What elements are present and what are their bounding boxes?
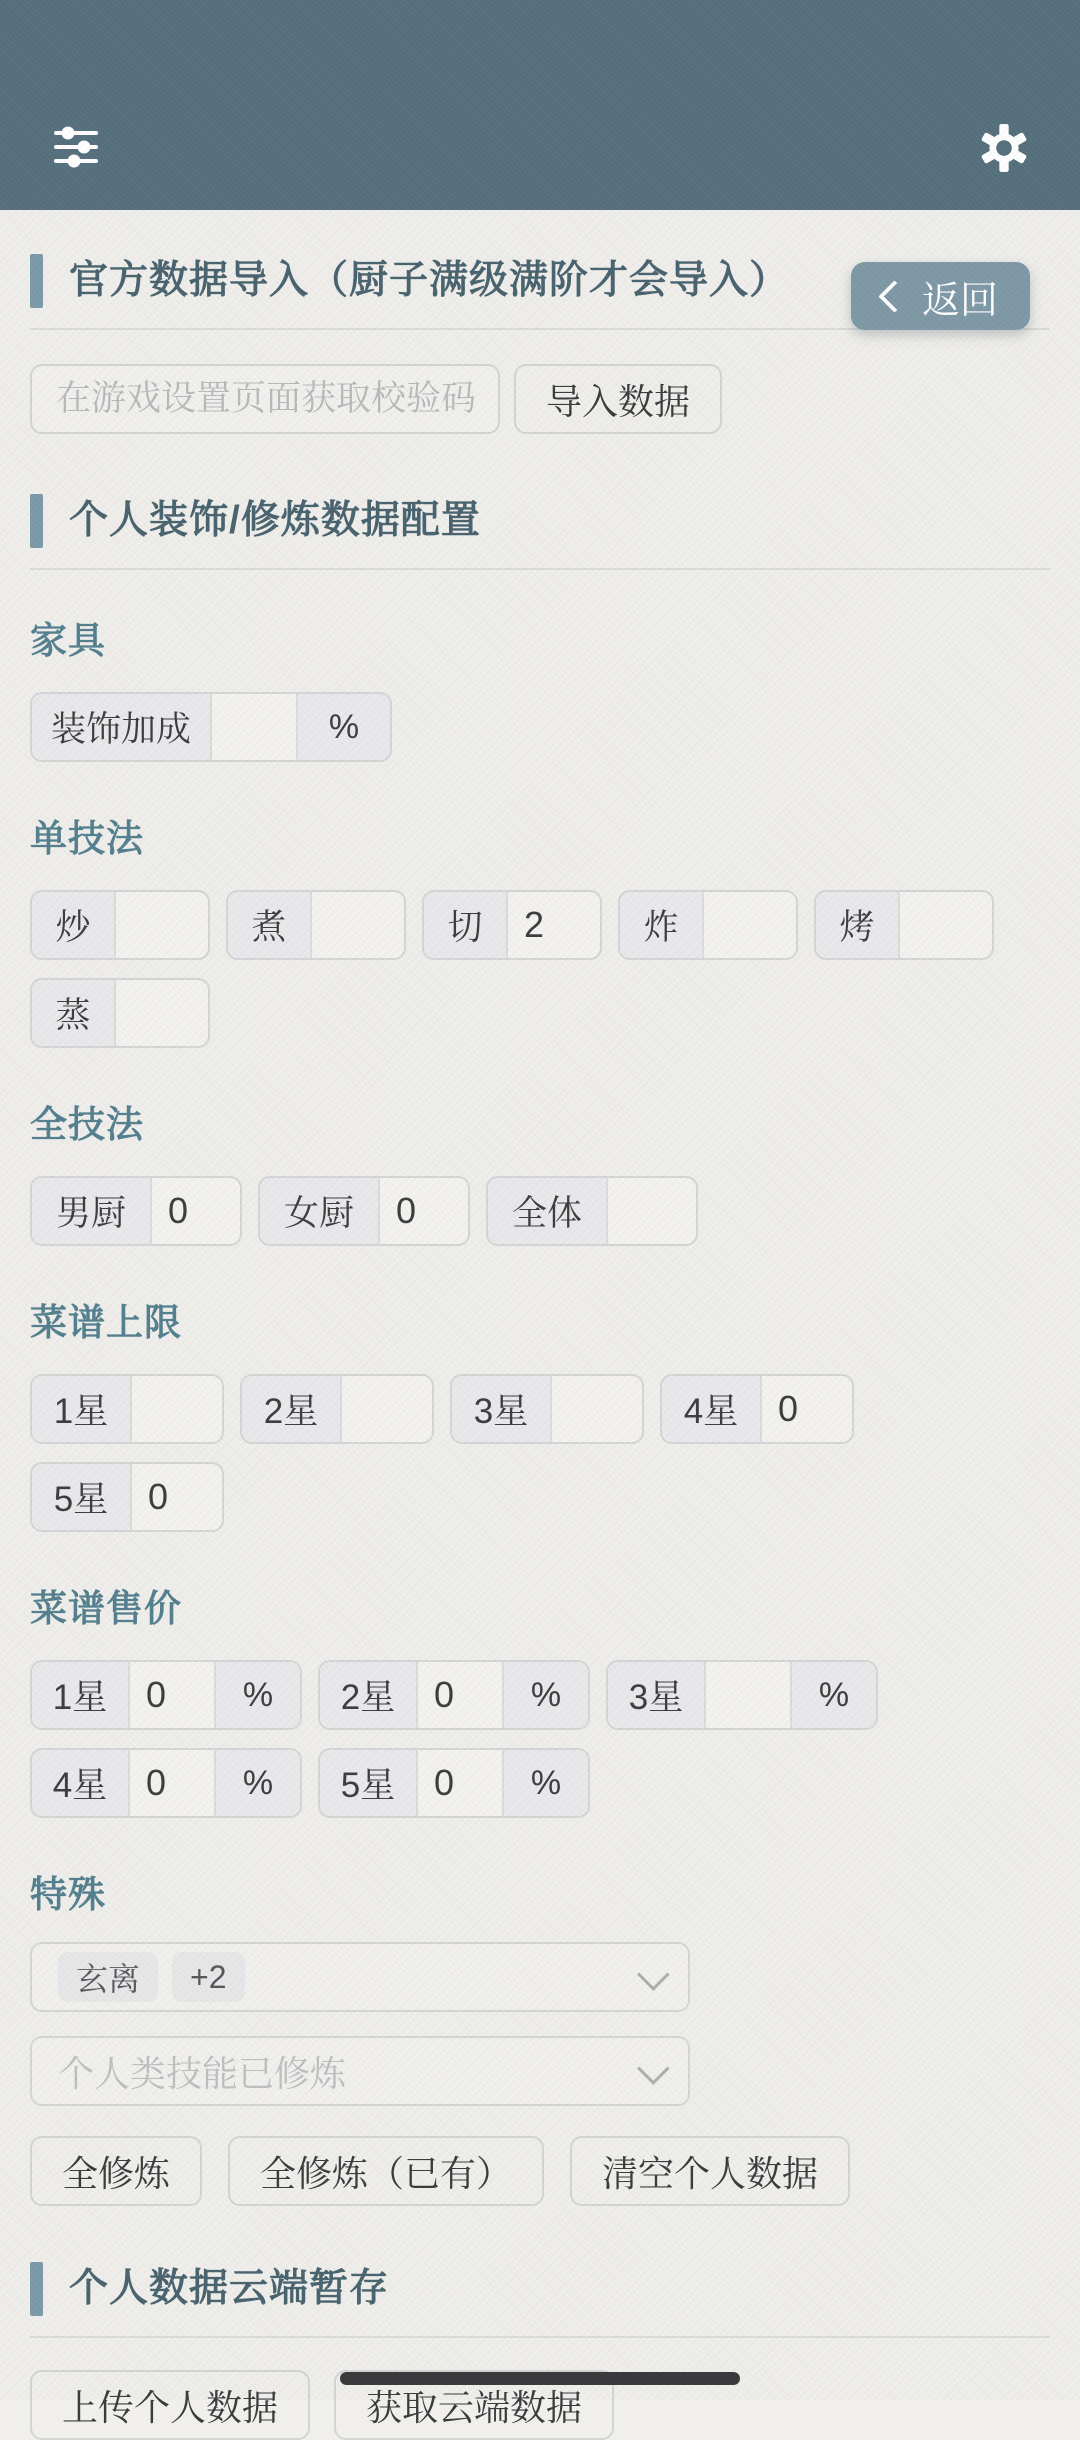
chevron-down-icon — [637, 2052, 670, 2085]
app-header — [0, 0, 1080, 210]
back-button-label: 返回 — [921, 279, 998, 322]
verify-code-input[interactable] — [30, 364, 500, 434]
select-placeholder: 个人类技能已修炼 — [58, 2052, 347, 2094]
import-data-button[interactable]: 导入数据 — [514, 364, 722, 434]
section-divider — [30, 568, 1050, 570]
section-personal-config-title: 个人装饰/修炼数据配置 — [69, 499, 481, 542]
percent-suffix: % — [790, 1662, 876, 1728]
field-prefix: 5星 — [32, 1464, 132, 1530]
price-3star-input[interactable] — [706, 1662, 790, 1728]
cap-2star-field — [240, 1374, 434, 1444]
cap-4star-input[interactable] — [762, 1376, 852, 1442]
upload-personal-data-button[interactable]: 上传个人数据 — [30, 2370, 310, 2440]
section-divider — [30, 2336, 1050, 2338]
gear-icon — [979, 123, 1029, 173]
price-1star-field — [30, 1660, 302, 1730]
fetch-cloud-data-button[interactable]: 获取云端数据 — [334, 2370, 614, 2440]
home-indicator[interactable] — [340, 2372, 740, 2385]
recipe-price-label: 菜谱售价 — [30, 1588, 182, 1629]
special-label: 特殊 — [30, 1874, 106, 1915]
percent-suffix: % — [502, 1662, 588, 1728]
field-prefix: 全体 — [488, 1178, 608, 1244]
female-chef-field — [258, 1176, 470, 1246]
section-accent-bar — [30, 2262, 43, 2316]
skill-cut-input[interactable] — [508, 892, 600, 958]
skill-fry-field — [618, 890, 798, 960]
field-prefix: 4星 — [32, 1750, 130, 1816]
field-prefix: 女厨 — [260, 1178, 380, 1244]
verify-code-row — [30, 364, 1050, 434]
field-prefix: 男厨 — [32, 1178, 152, 1244]
settings-button[interactable] — [978, 122, 1030, 174]
female-chef-input[interactable] — [380, 1178, 468, 1244]
decoration-bonus-input[interactable] — [212, 694, 296, 760]
percent-suffix: % — [214, 1750, 300, 1816]
field-prefix: 4星 — [662, 1376, 762, 1442]
field-prefix: 炒 — [32, 892, 116, 958]
section-official-import-title: 官方数据导入（厨子满级满阶才会导入） — [69, 259, 790, 302]
sliders-icon — [53, 126, 99, 170]
percent-suffix: % — [214, 1662, 300, 1728]
train-all-owned-button[interactable]: 全修炼（已有） — [228, 2136, 544, 2206]
skill-stirfry-field — [30, 890, 210, 960]
cap-1star-field — [30, 1374, 224, 1444]
special-chef-select[interactable] — [30, 1942, 690, 2012]
recipe-cap-label: 菜谱上限 — [30, 1302, 182, 1343]
price-3star-field — [606, 1660, 878, 1730]
field-prefix: 切 — [424, 892, 508, 958]
cap-5star-input[interactable] — [132, 1464, 222, 1530]
skill-roast-input[interactable] — [900, 892, 992, 958]
field-prefix: 炸 — [620, 892, 704, 958]
back-button[interactable] — [851, 262, 1030, 330]
percent-suffix: % — [502, 1750, 588, 1816]
section-cloud-title: 个人数据云端暂存 — [69, 2267, 390, 2310]
price-1star-input[interactable] — [130, 1662, 214, 1728]
chevron-left-icon — [878, 280, 911, 313]
filters-menu-button[interactable] — [50, 122, 102, 174]
skill-roast-field — [814, 890, 994, 960]
chevron-down-icon — [637, 1958, 670, 1991]
train-all-button[interactable]: 全修炼 — [30, 2136, 202, 2206]
percent-suffix: % — [296, 694, 390, 760]
male-chef-field — [30, 1176, 242, 1246]
more-tags-count-chip[interactable]: +2 — [172, 1952, 244, 2002]
price-2star-input[interactable] — [418, 1662, 502, 1728]
field-prefix: 1星 — [32, 1376, 132, 1442]
section-accent-bar — [30, 254, 43, 308]
clear-personal-data-button[interactable]: 清空个人数据 — [570, 2136, 850, 2206]
section-accent-bar — [30, 494, 43, 548]
price-4star-field — [30, 1748, 302, 1818]
personal-skill-select[interactable] — [30, 2036, 690, 2106]
cap-4star-field — [660, 1374, 854, 1444]
recipe-cap-row — [30, 1374, 1050, 1532]
skill-steam-input[interactable] — [116, 980, 208, 1046]
field-prefix: 3星 — [608, 1662, 706, 1728]
section-cloud-header — [30, 2260, 1050, 2318]
skill-boil-field — [226, 890, 406, 960]
single-skills-row — [30, 890, 1050, 1048]
cap-5star-field — [30, 1462, 224, 1532]
main-content — [0, 252, 1080, 2440]
field-prefix: 3星 — [452, 1376, 552, 1442]
field-prefix: 5星 — [320, 1750, 418, 1816]
skill-boil-input[interactable] — [312, 892, 404, 958]
price-2star-field — [318, 1660, 590, 1730]
skill-stirfry-input[interactable] — [116, 892, 208, 958]
single-skills-label: 单技法 — [30, 818, 144, 859]
field-prefix: 装饰加成 — [32, 694, 212, 760]
all-chefs-input[interactable] — [608, 1178, 696, 1244]
field-prefix: 煮 — [228, 892, 312, 958]
skill-cut-field — [422, 890, 602, 960]
selected-chef-tag[interactable]: 玄离 — [58, 1952, 158, 2002]
price-5star-input[interactable] — [418, 1750, 502, 1816]
furniture-row — [30, 692, 1050, 762]
all-skills-label: 全技法 — [30, 1104, 144, 1145]
price-4star-input[interactable] — [130, 1750, 214, 1816]
all-chefs-field — [486, 1176, 698, 1246]
field-prefix: 1星 — [32, 1662, 130, 1728]
cap-3star-input[interactable] — [552, 1376, 642, 1442]
male-chef-input[interactable] — [152, 1178, 240, 1244]
field-prefix: 2星 — [320, 1662, 418, 1728]
price-5star-field — [318, 1748, 590, 1818]
field-prefix: 2星 — [242, 1376, 342, 1442]
field-prefix: 蒸 — [32, 980, 116, 1046]
section-personal-config-header — [30, 492, 1050, 550]
skill-steam-field — [30, 978, 210, 1048]
furniture-label: 家具 — [30, 620, 106, 661]
cap-1star-input[interactable] — [132, 1376, 222, 1442]
field-prefix: 烤 — [816, 892, 900, 958]
cap-2star-input[interactable] — [342, 1376, 432, 1442]
skill-fry-input[interactable] — [704, 892, 796, 958]
cap-3star-field — [450, 1374, 644, 1444]
all-skills-row — [30, 1176, 1050, 1246]
recipe-price-row — [30, 1660, 1050, 1818]
decoration-bonus-field — [30, 692, 392, 762]
training-actions-row — [30, 2136, 1050, 2206]
